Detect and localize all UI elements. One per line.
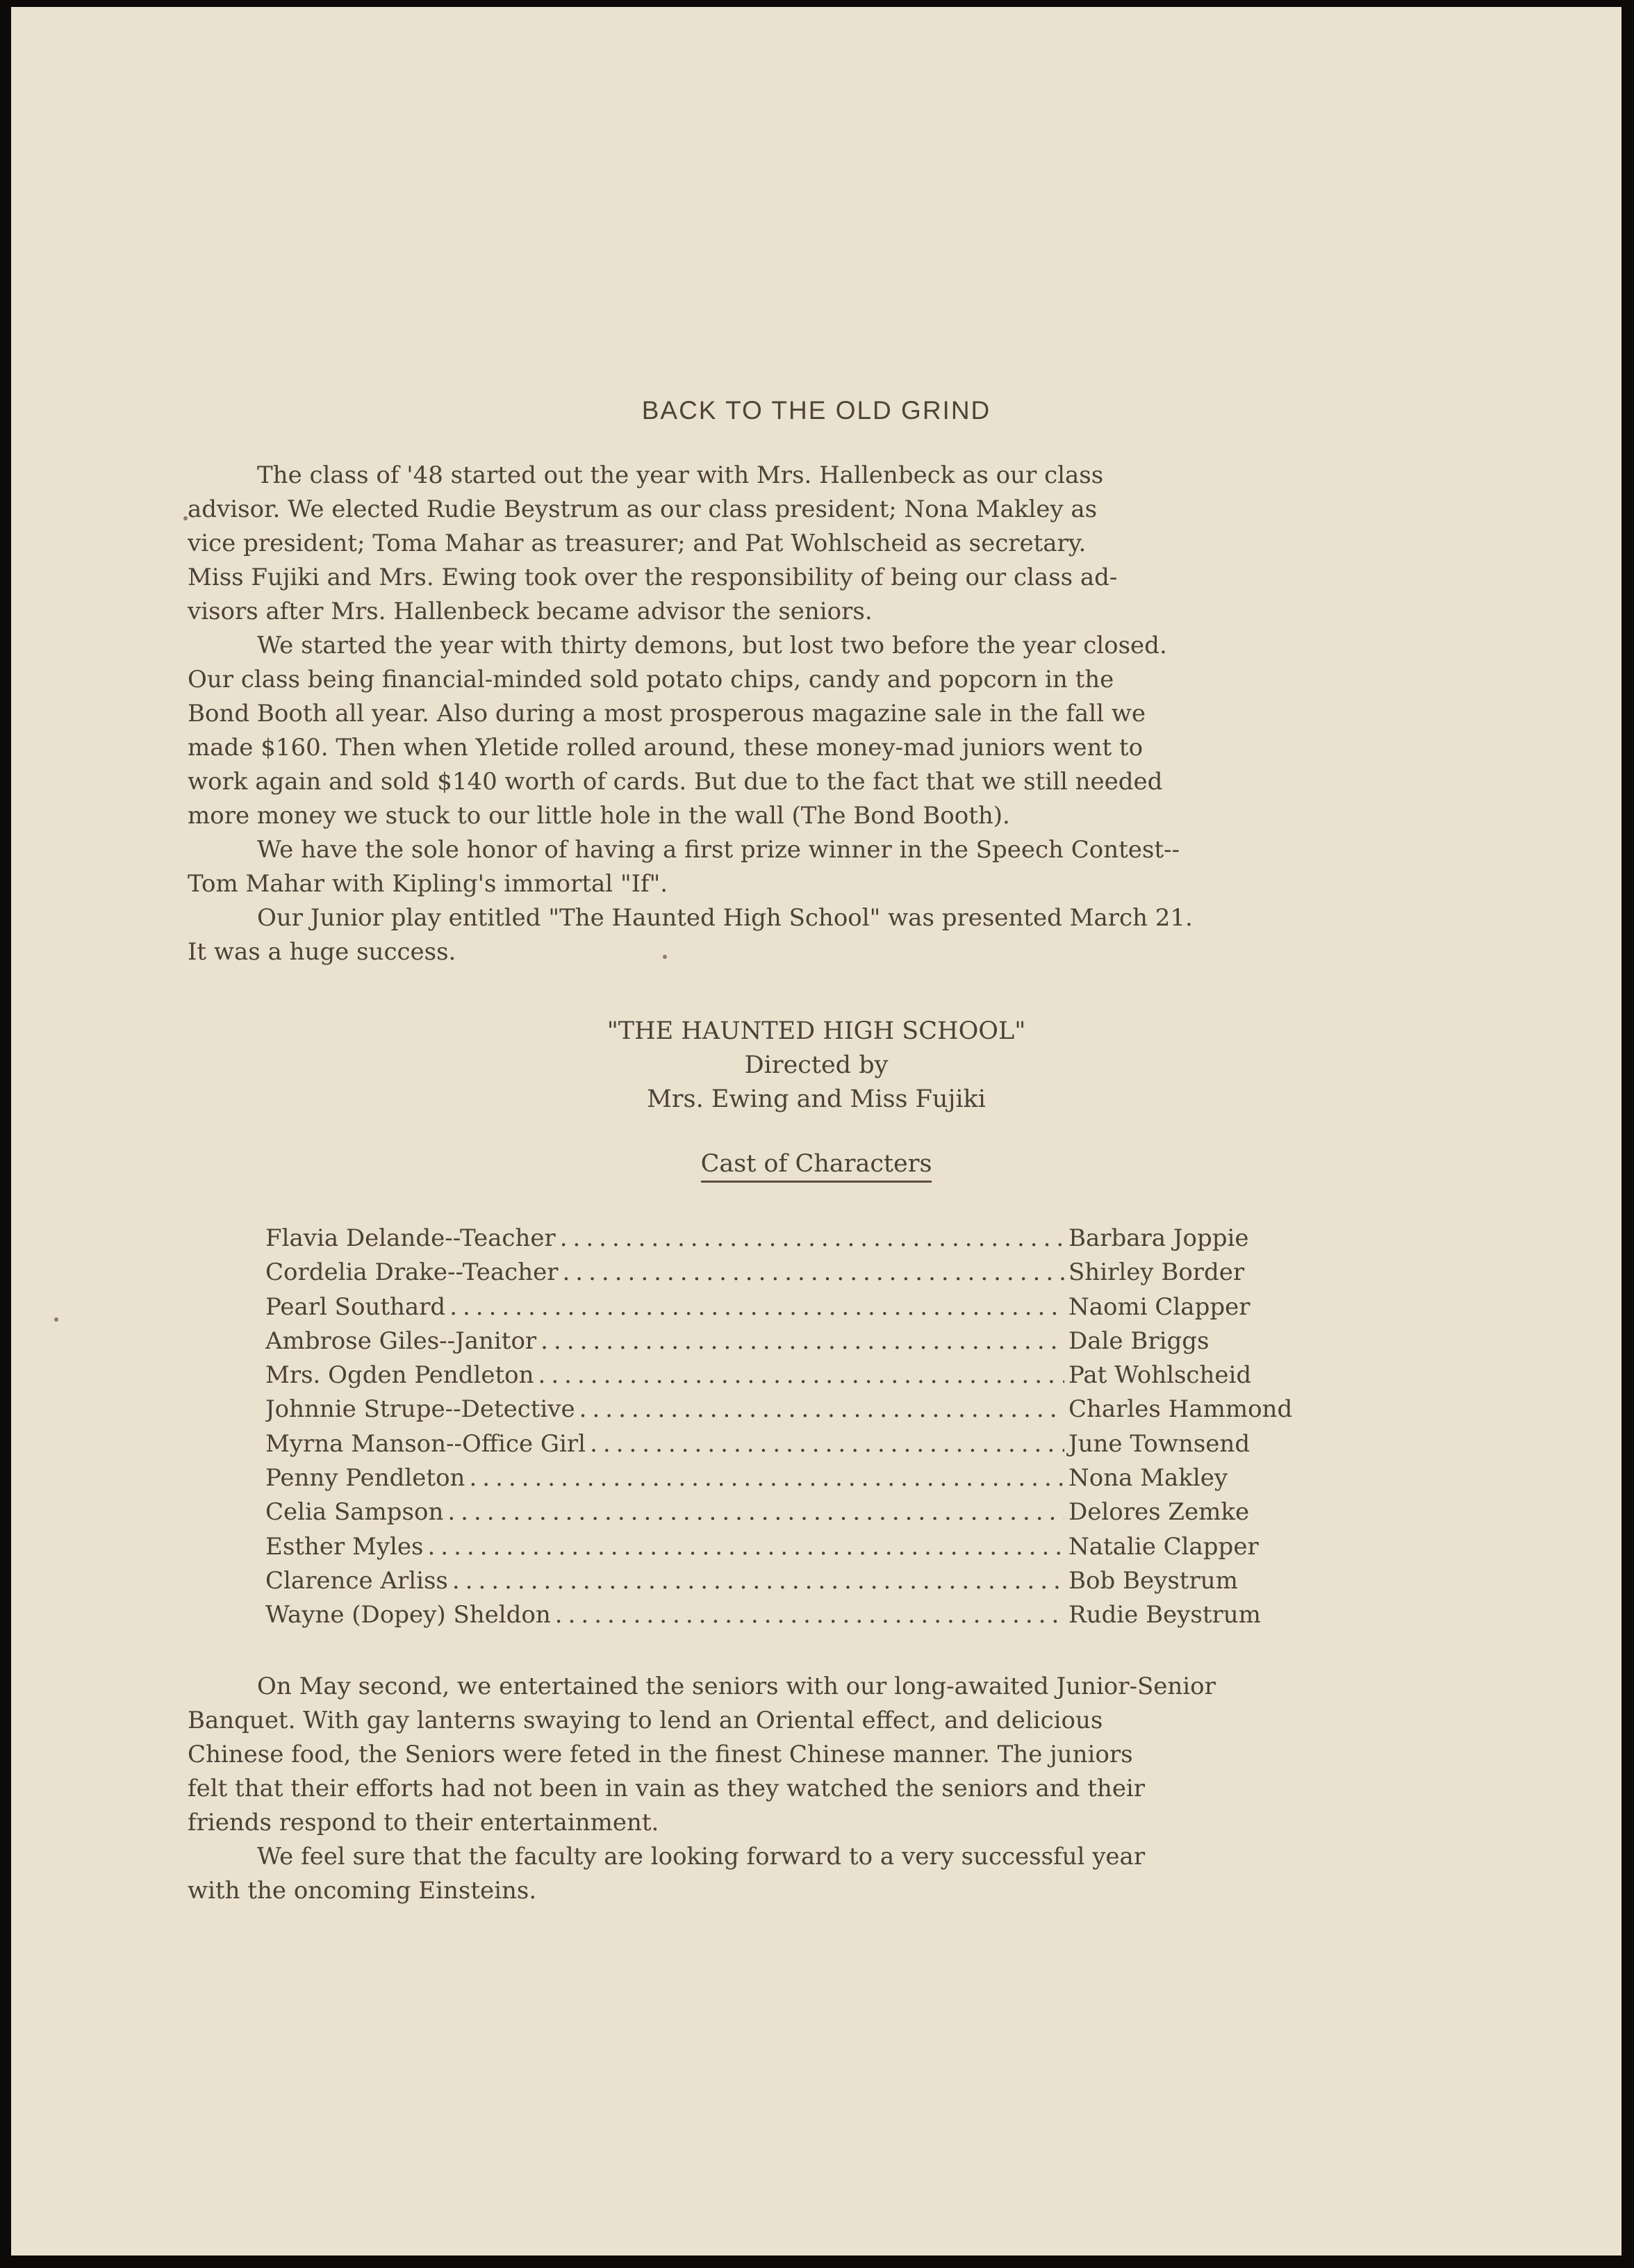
cast-role: Myrna Manson--Office Girl — [265, 1429, 586, 1458]
paragraph-line: felt that their efforts had not been in vain as they watched the seniors and their — [188, 1775, 1146, 1802]
paragraph-line: We feel sure that the faculty are looking forward to a very successful year — [257, 1843, 1146, 1871]
page-speck — [54, 1317, 58, 1322]
dot-leader — [423, 1530, 1064, 1564]
paragraph-line: Chinese food, the Seniors were feted in the finest Chinese manner. The juniors — [188, 1741, 1133, 1768]
dot-leader — [575, 1392, 1064, 1427]
paragraph-line: We have the sole honor of having a first prize winner in the Speech Contest-- — [257, 836, 1180, 864]
paragraph-line: made $160. Then when Yletide rolled around, these money-mad juniors went to — [188, 734, 1144, 762]
paragraph-line: friends respond to their entertainment. — [188, 1809, 659, 1836]
play-directors: Mrs. Ewing and Miss Fujiki — [647, 1085, 986, 1113]
cast-role: Mrs. Ogden Pendleton — [265, 1361, 534, 1390]
cast-role: Ambrose Giles--Janitor — [265, 1326, 537, 1355]
document-page — [11, 7, 1621, 2255]
cast-role-cell — [265, 1530, 1064, 1564]
cast-role: Penny Pendleton — [265, 1464, 465, 1493]
paragraph-line: The class of '48 started out the year with Mrs. Hallenbeck as our class — [257, 461, 1104, 489]
dot-leader — [558, 1256, 1064, 1290]
cast-role-cell — [265, 1598, 1064, 1632]
paragraph-line: Banquet. With gay lanterns swaying to lend an Oriental effect, and delicious — [188, 1707, 1103, 1734]
cast-role-cell — [265, 1256, 1064, 1290]
dot-leader — [465, 1461, 1064, 1495]
paragraph-line: Tom Mahar with Kipling's immortal "If". — [188, 870, 668, 898]
cast-role-cell — [265, 1495, 1064, 1529]
paragraph-line: advisor. We elected Rudie Beystrum as our class president; Nona Makley as — [188, 495, 1098, 523]
cast-row — [265, 1256, 1292, 1290]
cast-role-cell — [265, 1290, 1064, 1324]
cast-role: Cordelia Drake--Teacher — [265, 1258, 559, 1287]
body-text — [188, 459, 1459, 969]
cast-role: Pearl Southard — [265, 1292, 446, 1321]
paragraph-line: vice president; Toma Mahar as treasurer; and Pat Wohlscheid as secretary. — [188, 529, 1087, 557]
cast-role-cell — [265, 1358, 1064, 1392]
cast-actor: Naomi Clapper — [1068, 1292, 1251, 1321]
directed-by-label: Directed by — [744, 1051, 889, 1079]
paragraph-line: Our Junior play entitled "The Haunted High School" was presented March 21. — [257, 904, 1193, 932]
cast-heading-text: Cast of Characters — [701, 1150, 932, 1183]
paragraph-line: visors after Mrs. Hallenbeck became advisor the seniors. — [188, 598, 873, 625]
cast-role: Celia Sampson — [265, 1498, 444, 1527]
cast-role-cell — [265, 1564, 1064, 1598]
dot-leader — [556, 1222, 1064, 1256]
cast-role-cell — [265, 1222, 1064, 1256]
paragraph-line: Bond Booth all year. Also during a most prosperous magazine sale in the fall we — [188, 700, 1146, 728]
cast-role-cell — [265, 1461, 1064, 1495]
paragraph-line: On May second, we entertained the seniors with our long-awaited Junior-Senior — [257, 1673, 1216, 1700]
closing-text — [188, 1670, 1480, 1908]
dot-leader — [448, 1564, 1064, 1598]
cast-role: Clarence Arliss — [265, 1566, 448, 1595]
paragraph-line: more money we stuck to our little hole in the wall (The Bond Booth). — [188, 802, 1010, 830]
cast-list — [265, 1222, 1292, 1633]
cast-role: Wayne (Dopey) Sheldon — [265, 1601, 551, 1629]
cast-row — [265, 1530, 1292, 1564]
paragraph-line: We started the year with thirty demons, but lost two before the year closed. — [257, 632, 1167, 659]
paragraph-line: It was a huge success. — [188, 938, 456, 966]
cast-row — [265, 1358, 1292, 1392]
dot-leader — [534, 1358, 1064, 1392]
cast-role-cell — [265, 1324, 1064, 1358]
dot-leader — [586, 1427, 1064, 1461]
paragraph-line: Miss Fujiki and Mrs. Ewing took over the responsibility of being our class ad- — [188, 564, 1118, 591]
cast-row — [265, 1324, 1292, 1358]
cast-role: Johnnie Strupe--Detective — [265, 1395, 575, 1424]
cast-role-cell — [265, 1427, 1064, 1461]
paragraph-line: with the oncoming Einsteins. — [188, 1877, 537, 1905]
cast-actor: Rudie Beystrum — [1068, 1601, 1261, 1629]
cast-actor: Pat Wohlscheid — [1068, 1361, 1252, 1390]
cast-row — [265, 1290, 1292, 1324]
dot-leader — [443, 1495, 1064, 1529]
page-title: BACK TO THE OLD GRIND — [641, 396, 991, 425]
cast-actor: Charles Hammond — [1068, 1395, 1293, 1424]
cast-actor: Nona Makley — [1068, 1464, 1228, 1493]
cast-actor: Delores Zemke — [1068, 1498, 1250, 1527]
paragraph-line: work again and sold $140 worth of cards. But due to the fact that we still needed — [188, 768, 1163, 796]
cast-row — [265, 1495, 1292, 1529]
paragraph-line: Our class being financial-minded sold potato chips, candy and popcorn in the — [188, 666, 1114, 693]
cast-actor: Shirley Border — [1068, 1258, 1245, 1287]
cast-row — [265, 1598, 1292, 1632]
cast-role-cell — [265, 1392, 1064, 1427]
page-speck — [183, 516, 188, 520]
cast-actor: Dale Briggs — [1068, 1326, 1210, 1355]
cast-actor: Natalie Clapper — [1068, 1532, 1259, 1561]
cast-actor: Barbara Joppie — [1068, 1224, 1249, 1252]
dot-leader — [551, 1598, 1064, 1632]
dot-leader — [445, 1290, 1064, 1324]
cast-actor: June Townsend — [1068, 1429, 1251, 1458]
page-speck — [663, 955, 667, 959]
cast-row — [265, 1427, 1292, 1461]
cast-role: Flavia Delande--Teacher — [265, 1224, 556, 1252]
play-title: "THE HAUNTED HIGH SCHOOL" — [606, 1017, 1026, 1045]
cast-row — [265, 1461, 1292, 1495]
cast-row — [265, 1564, 1292, 1598]
cast-row — [265, 1222, 1292, 1256]
cast-actor: Bob Beystrum — [1068, 1566, 1238, 1595]
play-credits — [11, 1014, 1621, 1117]
cast-heading — [11, 1150, 1621, 1178]
cast-role: Esther Myles — [265, 1532, 424, 1561]
dot-leader — [536, 1324, 1064, 1358]
cast-row — [265, 1392, 1292, 1427]
